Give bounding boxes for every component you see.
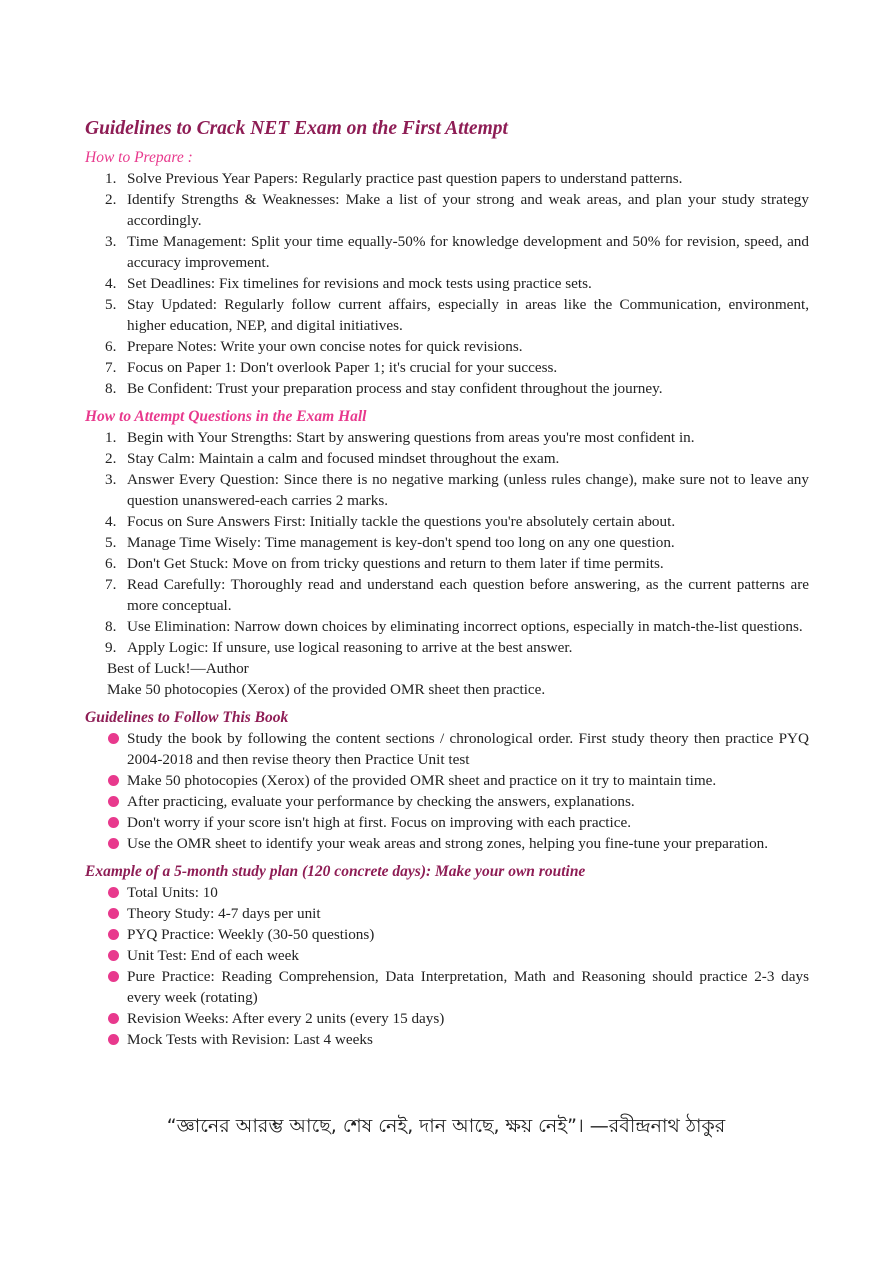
item-number: 8.: [105, 380, 117, 397]
item-text: Pure Practice: Reading Comprehension, Data Interpretation, Math and Reasoning should practice 2-3 days every week (rotating): [127, 968, 809, 1006]
list-item: [85, 812, 809, 833]
item-text: Total Units: 10: [127, 884, 218, 901]
item-number: 4.: [105, 513, 117, 530]
item-number: 8.: [105, 618, 117, 635]
item-text: Solve Previous Year Papers: Regularly practice past question papers to understand patterns.: [127, 170, 683, 187]
bullet-icon: [108, 1034, 119, 1045]
item-text: Be Confident: Trust your preparation process and stay confident throughout the journey.: [127, 380, 663, 397]
list-item: [85, 448, 809, 469]
item-number: 2.: [105, 191, 117, 208]
bullet-icon: [108, 887, 119, 898]
list-item: [85, 357, 809, 378]
item-number: 5.: [105, 534, 117, 551]
list-item: [85, 336, 809, 357]
list-item: [85, 231, 809, 273]
list-item: [85, 882, 809, 903]
bullet-icon: [108, 775, 119, 786]
item-text: Focus on Sure Answers First: Initially tackle the questions you're absolutely certain about.: [127, 513, 676, 530]
item-text: Manage Time Wisely: Time management is key-don't spend too long on any one question.: [127, 534, 675, 551]
bullet-icon: [108, 908, 119, 919]
attempt-list: [85, 427, 809, 658]
bullet-icon: [108, 817, 119, 828]
item-text: Time Management: Split your time equally-50% for knowledge development and 50% for revision, speed, and accuracy improvement.: [127, 233, 809, 271]
list-item: [85, 469, 809, 511]
list-item: [85, 791, 809, 812]
bullet-icon: [108, 796, 119, 807]
list-item: [85, 616, 809, 637]
bullet-icon: [108, 1013, 119, 1024]
item-number: 3.: [105, 233, 117, 250]
item-number: 3.: [105, 471, 117, 488]
list-item: [85, 273, 809, 294]
item-text: Use Elimination: Narrow down choices by eliminating incorrect options, especially in match-the-list questions.: [127, 618, 803, 635]
item-number: 1.: [105, 429, 117, 446]
list-item: [85, 637, 809, 658]
item-text: Don't worry if your score isn't high at first. Focus on improving with each practice.: [127, 814, 632, 831]
item-text: Apply Logic: If unsure, use logical reasoning to arrive at the best answer.: [127, 639, 573, 656]
item-number: 7.: [105, 359, 117, 376]
list-item: [85, 1008, 809, 1029]
item-text: Focus on Paper 1: Don't overlook Paper 1; it's crucial for your success.: [127, 359, 558, 376]
list-item: [85, 1029, 809, 1050]
prepare-list: [85, 168, 809, 399]
list-item: [85, 903, 809, 924]
list-item: [85, 574, 809, 616]
list-item: [85, 770, 809, 791]
page-content: [85, 116, 809, 1050]
omr-note: Make 50 photocopies (Xerox) of the provided OMR sheet then practice.: [107, 681, 546, 698]
item-text: Unit Test: End of each week: [127, 947, 299, 964]
list-item: [85, 924, 809, 945]
item-text: Identify Strengths & Weaknesses: Make a list of your strong and weak areas, and plan your study strategy accordingly.: [127, 191, 809, 229]
list-item: [85, 427, 809, 448]
item-text: Read Carefully: Thoroughly read and understand each question before answering, as the current patterns are more conceptual.: [127, 576, 809, 614]
bullet-icon: [108, 838, 119, 849]
list-item: [85, 833, 809, 854]
item-number: 9.: [105, 639, 117, 656]
attempt-heading: How to Attempt Questions in the Exam Hall: [85, 408, 367, 425]
item-text: Revision Weeks: After every 2 units (every 15 days): [127, 1010, 445, 1027]
item-text: Begin with Your Strengths: Start by answering questions from areas you're most confident in.: [127, 429, 695, 446]
bullet-icon: [108, 733, 119, 744]
bullet-icon: [108, 971, 119, 982]
signoff: Best of Luck!—Author: [107, 660, 249, 677]
item-text: Use the OMR sheet to identify your weak areas and strong zones, helping you fine-tune your preparation.: [127, 835, 769, 852]
list-item: [85, 945, 809, 966]
page-title: Guidelines to Crack NET Exam on the First Attempt: [85, 118, 508, 139]
list-item: [85, 168, 809, 189]
item-number: 6.: [105, 338, 117, 355]
item-text: Don't Get Stuck: Move on from tricky questions and return to them later if time permits.: [127, 555, 664, 572]
bullet-icon: [108, 950, 119, 961]
item-text: Mock Tests with Revision: Last 4 weeks: [127, 1031, 373, 1048]
item-number: 7.: [105, 576, 117, 593]
item-text: PYQ Practice: Weekly (30-50 questions): [127, 926, 375, 943]
plan-list: [85, 882, 809, 1050]
item-text: Study the book by following the content sections / chronological order. First study theory then practice PYQ 2004-2018 and then revise theory then Practice Unit test: [127, 730, 809, 768]
book-heading: Guidelines to Follow This Book: [85, 709, 289, 726]
bengali-quote: “জ্ঞানের আরম্ভ আছে, শেষ নেই, দান আছে, ক্ষয় নেই”। —রবীন্দ্রনাথ ঠাকুর: [166, 1115, 726, 1137]
prepare-heading: How to Prepare :: [85, 149, 193, 166]
bullet-icon: [108, 929, 119, 940]
item-number: 4.: [105, 275, 117, 292]
item-text: After practicing, evaluate your performance by checking the answers, explanations.: [127, 793, 635, 810]
item-number: 2.: [105, 450, 117, 467]
item-text: Set Deadlines: Fix timelines for revisions and mock tests using practice sets.: [127, 275, 592, 292]
list-item: [85, 966, 809, 1008]
list-item: [85, 294, 809, 336]
book-list: [85, 728, 809, 854]
item-number: 1.: [105, 170, 117, 187]
list-item: [85, 728, 809, 770]
item-number: 5.: [105, 296, 117, 313]
item-text: Stay Updated: Regularly follow current affairs, especially in areas like the Communication, environment, higher education, NEP, and digital initiatives.: [127, 296, 809, 334]
list-item: [85, 532, 809, 553]
list-item: [85, 189, 809, 231]
item-number: 6.: [105, 555, 117, 572]
item-text: Theory Study: 4-7 days per unit: [127, 905, 321, 922]
list-item: [85, 553, 809, 574]
item-text: Prepare Notes: Write your own concise notes for quick revisions.: [127, 338, 523, 355]
plan-heading: Example of a 5-month study plan (120 concrete days): Make your own routine: [85, 863, 586, 880]
list-item: [85, 378, 809, 399]
item-text: Make 50 photocopies (Xerox) of the provided OMR sheet and practice on it try to maintain time.: [127, 772, 717, 789]
item-text: Answer Every Question: Since there is no negative marking (unless rules change), make sure not to leave any question unanswered-each carries 2 marks.: [127, 471, 809, 509]
item-text: Stay Calm: Maintain a calm and focused mindset throughout the exam.: [127, 450, 560, 467]
list-item: [85, 511, 809, 532]
